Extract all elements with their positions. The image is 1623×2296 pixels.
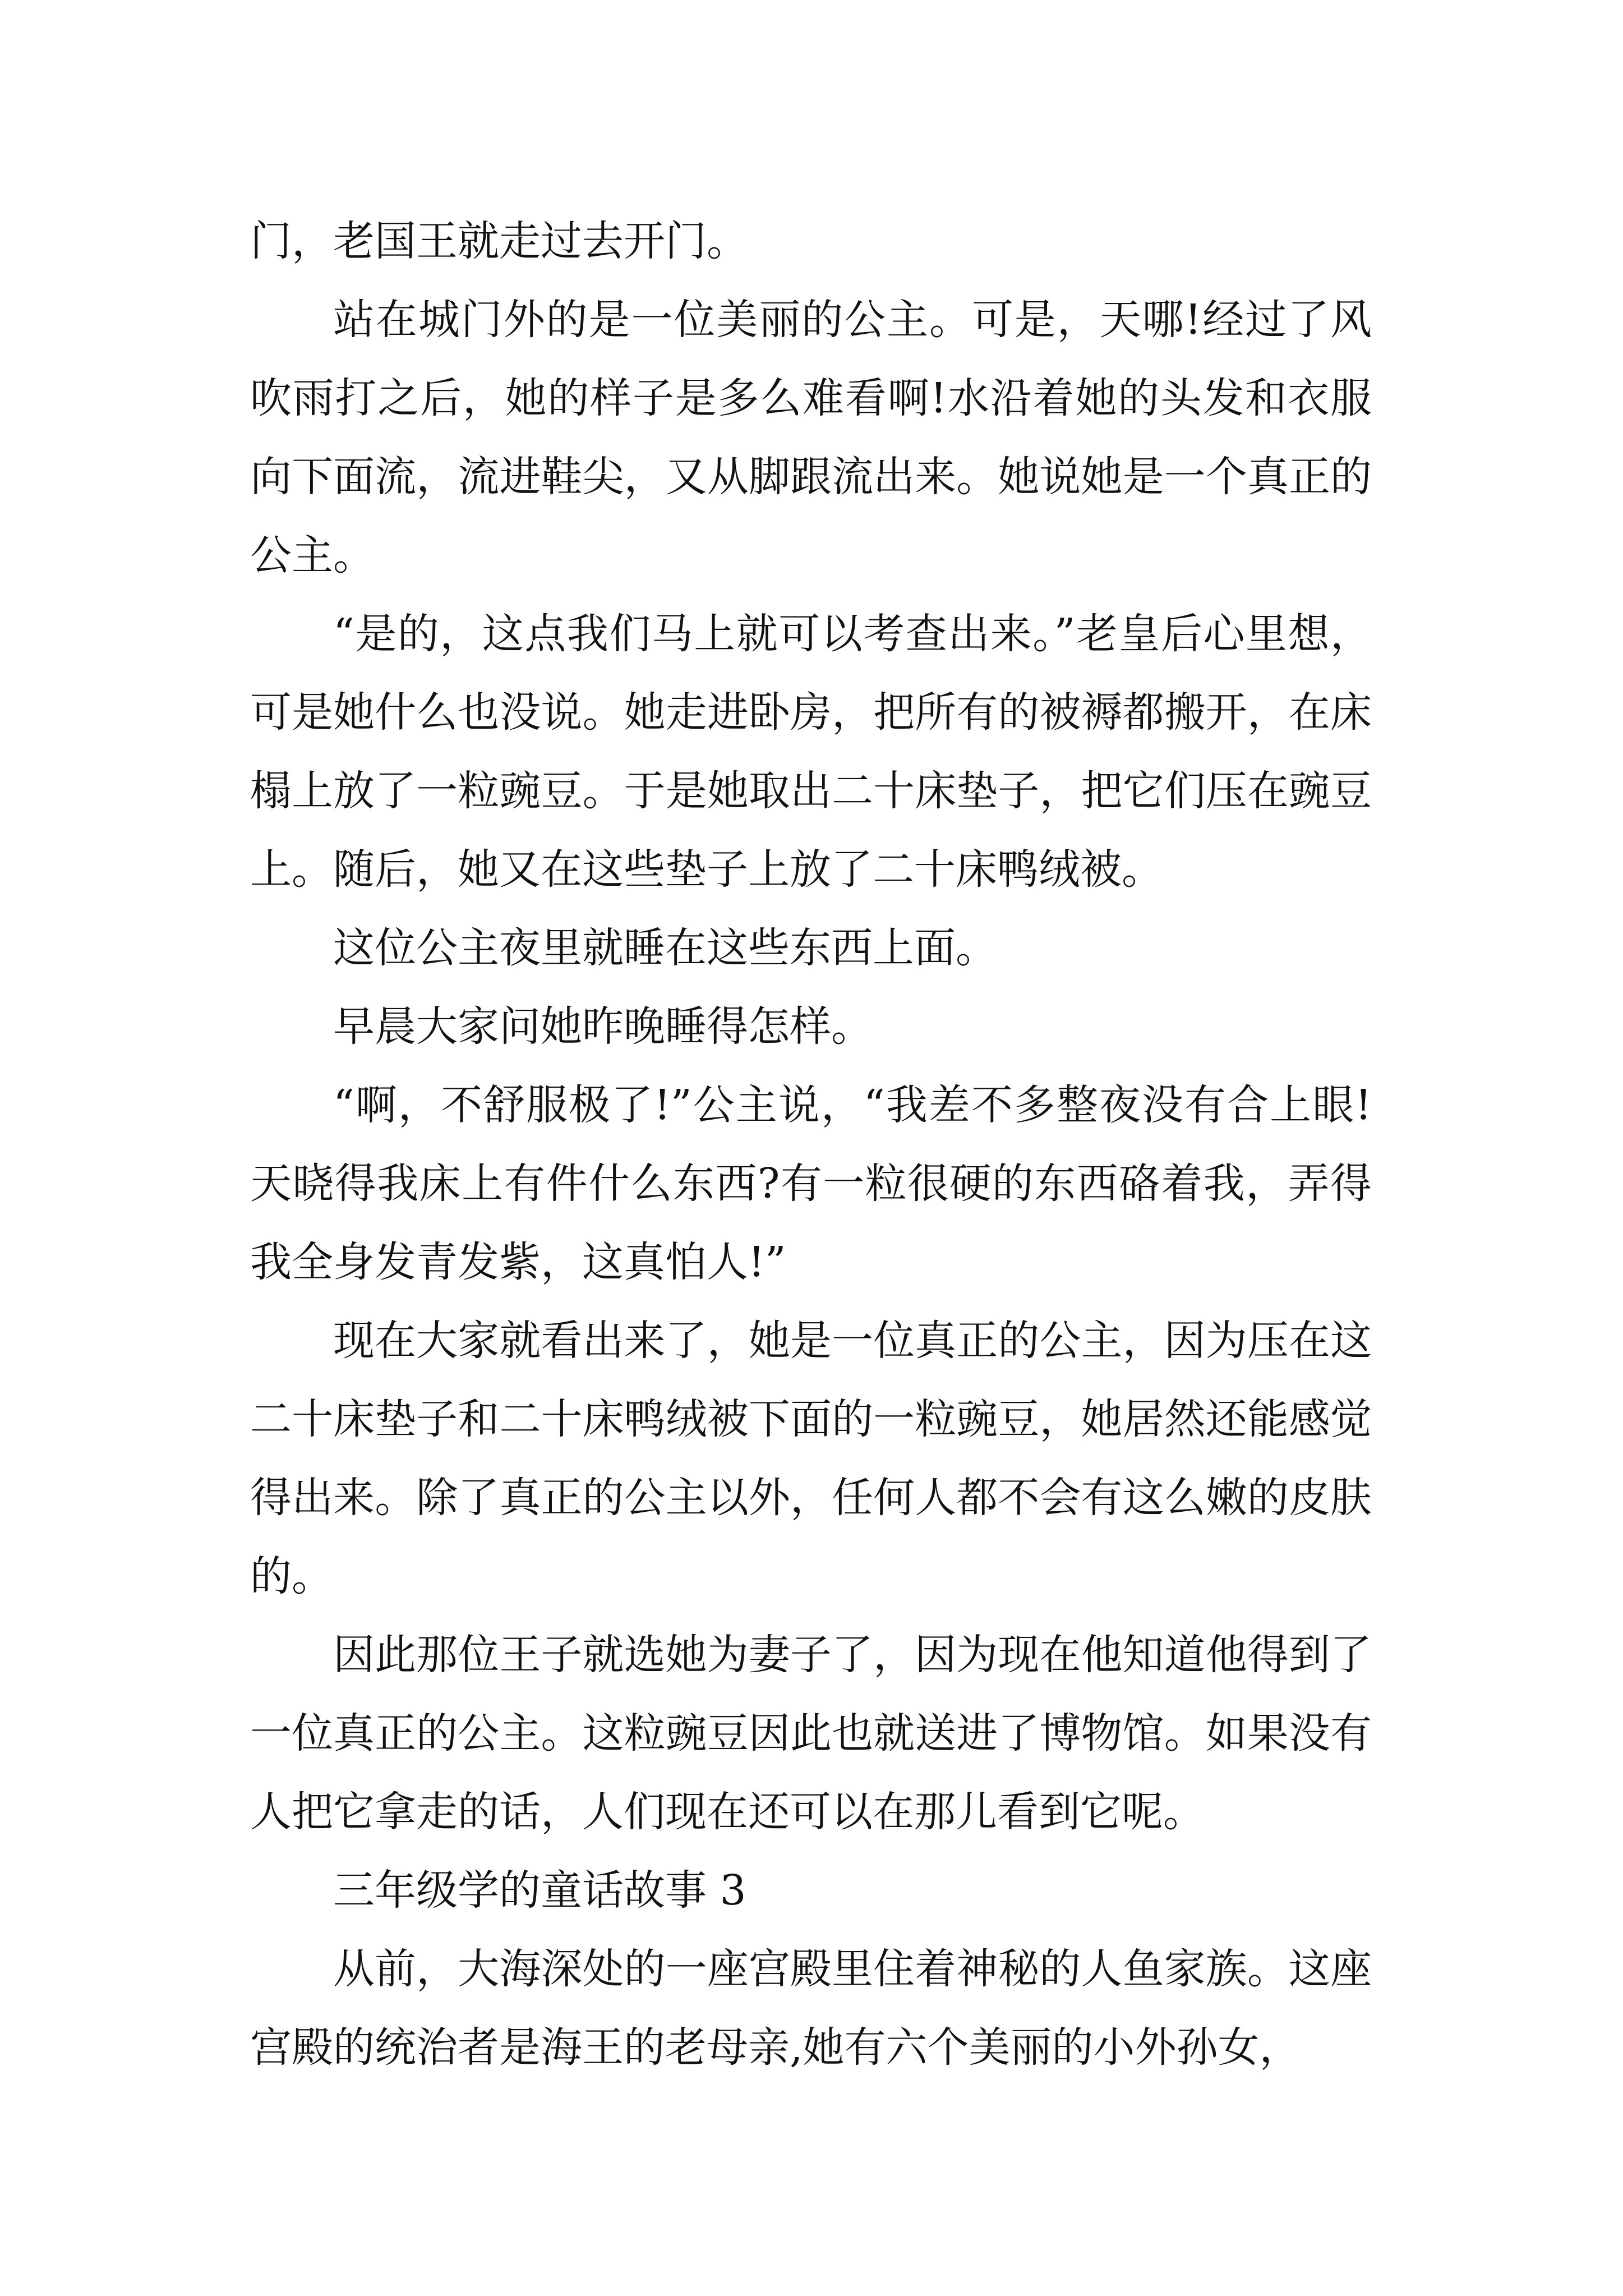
paragraph-1: 门，老国王就走过去开门。	[250, 217, 748, 265]
paragraph-5: 早晨大家问她昨晚睡得怎样。	[333, 1002, 873, 1051]
section-heading: 三年级学的童话故事 3	[333, 1866, 746, 1915]
paragraph-3: “是的，这点我们马上就可以考查出来。”老皇后心里想，可是她什么也没说。她走进卧房，把所有的被褥都搬开，在床榻上放了一粒豌豆。于是她取出二十床垫子，把它们压在豌豆上。随后，她又在这些垫子上放了二十床鸭绒被。	[250, 610, 1372, 894]
paragraph-7: 现在大家就看出来了，她是一位真正的公主，因为压在这二十床垫子和二十床鸭绒被下面的一粒豌豆，她居然还能感觉得出来。除了真正的公主以外，任何人都不会有这么嫩的皮肤的。	[250, 1317, 1372, 1600]
paragraph-2: 站在城门外的是一位美丽的公主。可是，天哪!经过了风吹雨打之后，她的样子是多么难看啊!水沿着她的头发和衣服向下面流，流进鞋尖，又从脚跟流出来。她说她是一个真正的公主。	[250, 296, 1372, 579]
paragraph-8: 因此那位王子就选她为妻子了，因为现在他知道他得到了一位真正的公主。这粒豌豆因此也就送进了博物馆。如果没有人把它拿走的话，人们现在还可以在那儿看到它呢。	[250, 1631, 1372, 1836]
paragraph-6: “啊，不舒服极了!”公主说，“我差不多整夜没有合上眼!天晓得我床上有件什么东西?有一粒很硬的东西硌着我，弄得我全身发青发紫，这真怕人!”	[250, 1081, 1372, 1286]
paragraph-4: 这位公主夜里就睡在这些东西上面。	[333, 924, 997, 972]
body-text	[250, 202, 1372, 2087]
paragraph-9: 从前，大海深处的一座宫殿里住着神秘的人鱼家族。这座宫殿的统治者是海王的老母亲,她有六个美丽的小外孙女，	[250, 1945, 1372, 2072]
